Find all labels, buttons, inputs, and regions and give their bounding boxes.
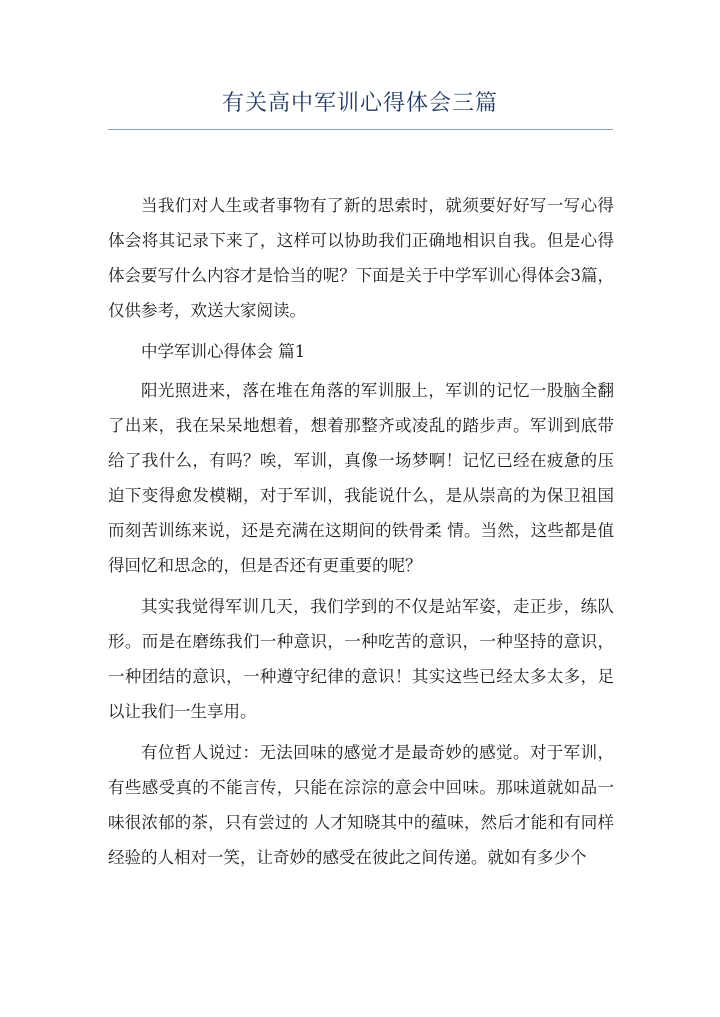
body-paragraph: 其实我觉得军训几天，我们学到的不仅是站军姿，走正步，练队形。而是在磨练我们一种意识，一种吃苦的意识，一种坚持的意识，一种团结的意识，一种遵守纪律的意识！其实这些已经太多太多，足以让我们一生享用。 [108,597,614,721]
section-heading: 中学军训心得体会 篇1 [141,342,306,361]
title-underline [108,129,613,130]
body-paragraph: 阳光照进来，落在堆在角落的军训服上，军训的记忆一股脑全翻了出来，我在呆呆地想着，想着那整齐或凌乱的踏步声。军训到底带给了我什么，有吗？唉，军训，真像一场梦啊！记忆已经在疲惫的压迫下变得愈发模糊，对于军训，我能说什么，是从崇高的为保卫祖国而刻苦训练来说，还是充满在这期间的铁骨柔 情。当然，这些都是值得回忆和思念的，但是否还有更重要的呢？ [108,381,614,575]
document-title: 有关高中军训心得体会三篇 [221,91,498,116]
document-body [108,188,614,881]
intro-paragraph: 当我们对人生或者事物有了新的思索时，就须要好好写一写心得体会将其记录下来了，这样可以协助我们正确地相识自我。但是心得体会要写什么内容才是恰当的呢？下面是关于中学军训心得体会3篇，仅供参考，欢送大家阅读。 [108,196,614,320]
body-paragraph: 有位哲人说过：无法回味的感觉才是最奇妙的感觉。对于军训，有些感受真的不能言传，只能在淙淙的意会中回味。那味道就如品一味很浓郁的茶，只有尝过的 人才知晓其中的蕴味，然后才能和有同样经验的人相对一笑，让奇妙的感受在彼此之间传递。就如有多少个 [108,743,614,867]
